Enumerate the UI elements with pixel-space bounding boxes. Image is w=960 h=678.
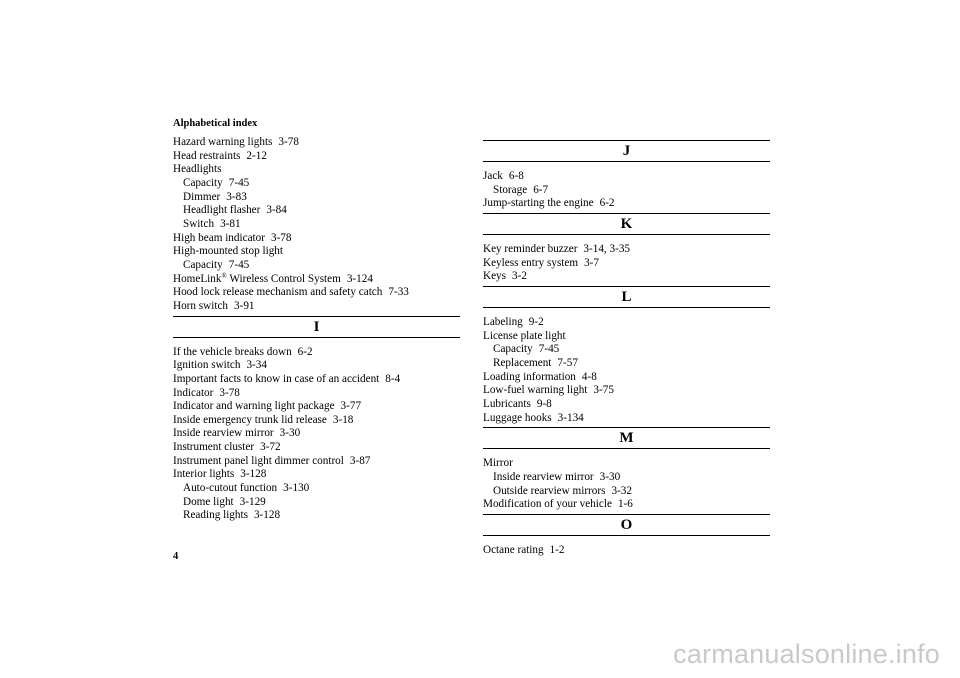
index-subentry: [483, 343, 770, 357]
index-entry: [173, 232, 460, 246]
page-number: 4: [173, 551, 179, 562]
entry-text: Labeling: [483, 315, 523, 328]
page-reference: 7-45: [228, 176, 250, 189]
entry-text: Key reminder buzzer: [483, 242, 578, 255]
page-reference: 3-18: [332, 413, 354, 426]
entry-text: Mirror: [483, 457, 513, 470]
entry-text: Octane rating: [483, 543, 544, 556]
entry-text: Capacity: [183, 258, 223, 271]
index-entry: [173, 387, 460, 401]
index-entry: [173, 455, 460, 469]
index-entry: [173, 300, 460, 314]
entry-text: High-mounted stop light: [173, 245, 284, 258]
entry-text: Inside rearview mirror: [173, 427, 274, 440]
letter-heading: O: [483, 514, 770, 536]
entry-text: Keyless entry system: [483, 256, 579, 269]
page-reference: 3-130: [283, 482, 310, 495]
index-entry: [483, 457, 770, 471]
entry-text: Replacement: [493, 356, 552, 369]
index-subentry: [173, 204, 460, 218]
index-entry: [483, 270, 770, 284]
index-entry: [483, 384, 770, 398]
page-reference: 9-8: [536, 397, 552, 410]
entry-text: Reading lights: [183, 509, 248, 522]
index-entry: [483, 257, 770, 271]
entry-text: Outside rearview mirrors: [493, 484, 606, 497]
page-reference: 3-34: [246, 359, 267, 372]
page-reference: 3-78: [278, 136, 299, 148]
page-reference: 3-128: [240, 468, 267, 481]
page-reference: 3-75: [593, 384, 614, 397]
entry-text: Loading information: [483, 370, 576, 383]
entry-text: Storage: [493, 183, 528, 196]
entry-text: License plate light: [483, 329, 566, 342]
page-reference: 3-129: [239, 495, 266, 508]
index-entry: [173, 468, 460, 482]
index-entry: [483, 544, 770, 558]
entry-text: Auto-cutout function: [183, 482, 278, 495]
entry-text: Luggage hooks: [483, 411, 552, 424]
page-reference: 2-12: [246, 149, 267, 162]
page-reference: 7-33: [388, 286, 409, 299]
entry-text: Keys: [483, 270, 506, 283]
index-entry: [483, 330, 770, 344]
index-subentry: [173, 259, 460, 273]
entry-text: Hood lock release mechanism and safety catch: [173, 286, 383, 299]
index-entry: [483, 371, 770, 385]
entry-text: Capacity: [183, 176, 223, 189]
entry-text: Modification of your vehicle: [483, 498, 612, 511]
index-entry: [173, 150, 460, 164]
entry-text: Instrument panel light dimmer control: [173, 454, 344, 467]
index-entry: [173, 400, 460, 414]
entry-text: Head restraints: [173, 149, 241, 162]
page-reference: 8-4: [385, 372, 401, 385]
page-reference: 6-2: [297, 345, 313, 358]
letter-heading: L: [483, 286, 770, 308]
page-reference: 3-32: [611, 484, 632, 497]
registered-mark: ®: [221, 271, 227, 280]
page-reference: 3-78: [270, 231, 292, 244]
page-reference: 1-2: [549, 543, 565, 556]
entry-text: Important facts to know in case of an accident: [173, 372, 380, 385]
entry-text: Inside rearview mirror: [493, 470, 594, 483]
entry-text: Instrument cluster: [173, 441, 255, 454]
entry-text: Hazard warning lights: [173, 136, 273, 148]
page-reference: 3-84: [266, 204, 287, 217]
entry-text: Indicator: [173, 386, 214, 399]
index-entry: [173, 359, 460, 373]
index-subentry: [173, 177, 460, 191]
entry-text: Headlight flasher: [183, 204, 261, 217]
entry-text: High beam indicator: [173, 231, 265, 244]
entry-text: Headlights: [173, 163, 222, 176]
entry-text: Dome light: [183, 495, 234, 508]
index-entry: [173, 441, 460, 455]
index-subentry: [173, 509, 460, 523]
entry-text: HomeLink: [173, 272, 222, 285]
index-entry: [483, 412, 770, 426]
index-subentry: [483, 357, 770, 371]
page-reference: 3-128: [253, 509, 281, 522]
index-subentry: [483, 485, 770, 499]
index-subentry: [173, 496, 460, 510]
index-entry: [483, 197, 770, 211]
letter-heading: M: [483, 427, 770, 449]
page-reference: 3-81: [220, 217, 241, 230]
page-reference: 7-45: [228, 258, 250, 271]
index-entry: [173, 373, 460, 387]
letter-heading: I: [173, 316, 460, 338]
page-reference: 3-72: [260, 441, 281, 454]
page-reference: 7-57: [557, 356, 578, 369]
entry-text: If the vehicle breaks down: [173, 345, 292, 358]
index-entry: [173, 273, 460, 287]
index-entry: [173, 414, 460, 428]
entry-text: Ignition switch: [173, 359, 241, 372]
letter-heading: J: [483, 140, 770, 162]
page-reference: 4-8: [581, 370, 597, 383]
page-reference: 3-91: [234, 299, 255, 312]
page-reference: 6-2: [599, 197, 615, 210]
letter-heading: K: [483, 213, 770, 235]
index-entry: [173, 245, 460, 259]
entry-text: Indicator and warning light package: [173, 400, 335, 413]
index-entry: [483, 316, 770, 330]
entry-text: Low-fuel warning light: [483, 384, 588, 397]
index-entry: [483, 170, 770, 184]
entry-text: Jack: [483, 170, 503, 182]
index-subentry: [173, 482, 460, 496]
page-reference: 3-7: [584, 256, 599, 269]
index-entry: [483, 243, 770, 257]
index-subentry: [483, 471, 770, 485]
entry-text: Inside emergency trunk lid release: [173, 413, 327, 426]
watermark-text[interactable]: carmanualsonline.info: [673, 639, 940, 669]
page-reference: 3-83: [226, 190, 247, 203]
index-subentry: [483, 184, 770, 198]
page-reference: 3-2: [512, 270, 527, 283]
entry-text: Horn switch: [173, 299, 228, 312]
index-column-left: [173, 136, 460, 523]
entry-text: Lubricants: [483, 397, 531, 410]
entry-text: Jump-starting the engine: [483, 197, 594, 210]
index-subentry: [173, 191, 460, 205]
page-reference: 3-134: [557, 411, 584, 424]
index-entry: [173, 346, 460, 360]
page-reference: 7-45: [538, 343, 560, 356]
page-reference: 3-124: [346, 272, 373, 285]
index-subentry: [173, 218, 460, 232]
page-reference: 1-6: [617, 498, 633, 511]
page-reference: 3-77: [340, 400, 362, 413]
index-column-right: [483, 140, 770, 557]
page-reference: 9-2: [528, 315, 544, 328]
index-entry: [483, 498, 770, 512]
page-reference: 3-30: [599, 470, 621, 483]
page-reference: 3-87: [349, 454, 371, 467]
page-reference: 3-30: [279, 427, 301, 440]
entry-text: Switch: [183, 217, 215, 230]
entry-text: Interior lights: [173, 468, 235, 481]
index-entry: [173, 136, 460, 150]
index-entry: [173, 163, 460, 177]
page-reference: 3-78: [219, 386, 240, 399]
index-entry: [173, 286, 460, 300]
page-header-title: Alphabetical index: [173, 118, 258, 129]
index-entry: [173, 427, 460, 441]
page-reference: 3-14, 3-35: [583, 242, 631, 255]
entry-text: Dimmer: [183, 190, 221, 203]
entry-text-continued: Wireless Control System: [226, 272, 341, 285]
page-reference: 6-7: [533, 183, 549, 196]
page-reference: 6-8: [508, 170, 524, 182]
entry-text: Capacity: [493, 343, 533, 356]
index-entry: [483, 398, 770, 412]
